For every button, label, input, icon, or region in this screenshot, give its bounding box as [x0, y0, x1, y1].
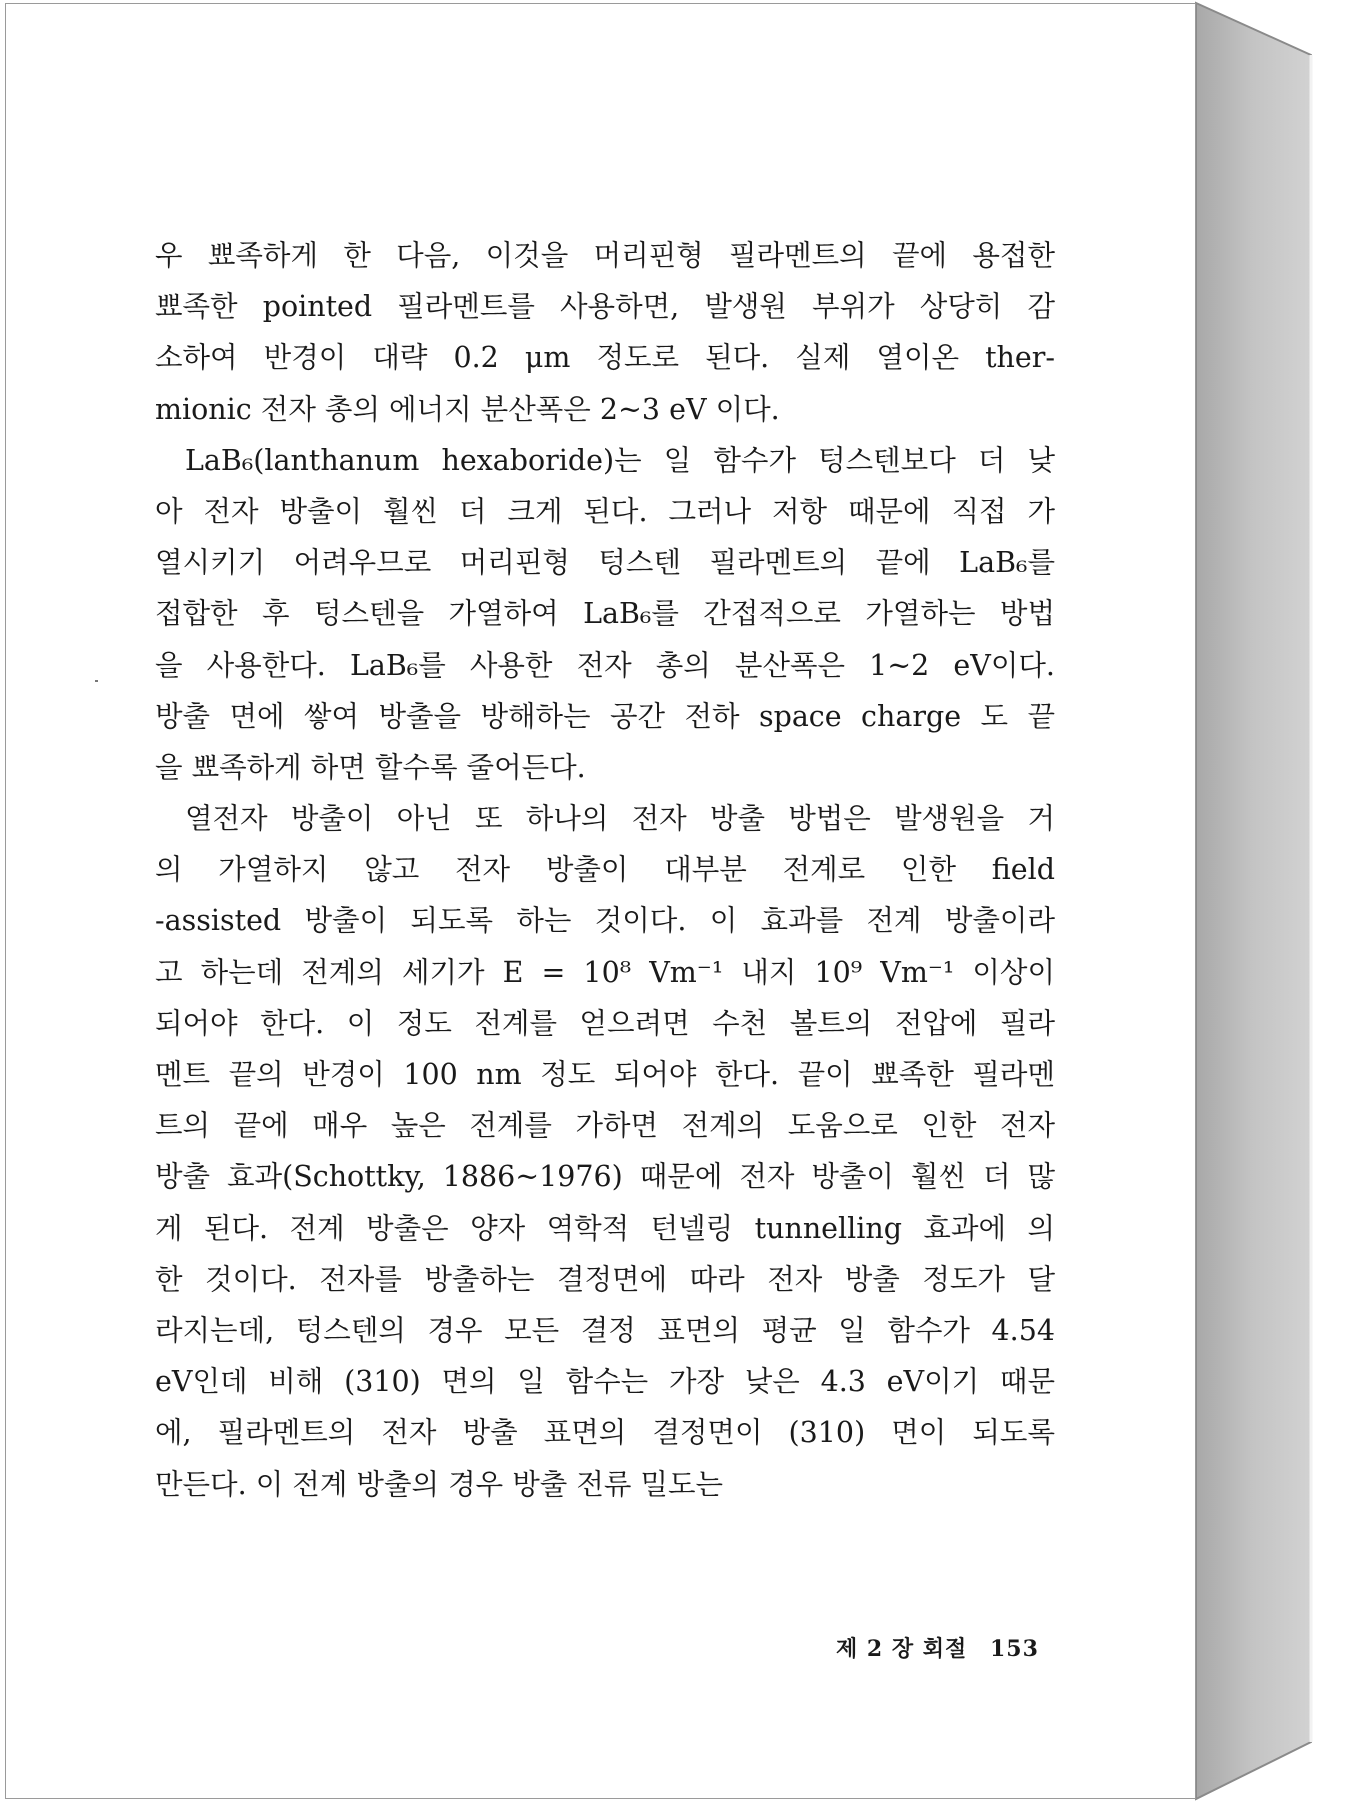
- text-line: 우 뾰족하게 한 다음, 이것을 머리핀형 필라멘트의 끝에 용접한: [155, 239, 1055, 272]
- text-line: 트의 끝에 매우 높은 전계를 가하면 전계의 도움으로 인한 전자: [155, 1109, 1055, 1143]
- text-line: 방출 면에 쌓여 방출을 방해하는 공간 전하 space charge 도 끝: [155, 699, 1055, 733]
- text-line: 의 가열하지 않고 전자 방출이 대부분 전계로 인한 field: [155, 853, 1055, 887]
- text-line: 게 된다. 전계 방출은 양자 역학적 턴넬링 tunnelling 효과에 의: [155, 1211, 1055, 1245]
- text-line: LaB₆(lanthanum hexaboride)는 일 함수가 텅스텐보다 더 낮: [185, 443, 1055, 477]
- text-line: 열시키기 어려우므로 머리핀형 텅스텐 필라멘트의 끝에 LaB₆를: [155, 546, 1055, 580]
- text-line: 아 전자 방출이 훨씬 더 크게 된다. 그러나 저항 때문에 직접 가: [155, 494, 1055, 528]
- scan-speck: [95, 680, 98, 682]
- text-line: 열전자 방출이 아닌 또 하나의 전자 방출 방법은 발생원을 거: [185, 802, 1055, 836]
- body-text: [155, 230, 1055, 1510]
- text-line: 라지는데, 텅스텐의 경우 모든 결정 표면의 평균 일 함수가 4.54: [155, 1313, 1055, 1347]
- text-line: 을 사용한다. LaB₆를 사용한 전자 총의 분산폭은 1~2 eV이다.: [155, 648, 1055, 682]
- text-line: 만든다. 이 전계 방출의 경우 방출 전류 밀도는: [155, 1467, 724, 1501]
- text-line: 되어야 한다. 이 정도 전계를 얻으려면 수천 볼트의 전압에 필라: [155, 1006, 1055, 1040]
- chapter-title: 제 2 장 회절: [836, 1636, 968, 1662]
- running-footer: [836, 1632, 1039, 1663]
- text-line: 방출 효과(Schottky, 1886~1976) 때문에 전자 방출이 훨씬 더 많: [155, 1160, 1055, 1194]
- text-line: 접합한 후 텅스텐을 가열하여 LaB₆를 간접적으로 가열하는 방법: [155, 597, 1055, 631]
- page-number: 153: [989, 1636, 1039, 1662]
- text-line: mionic 전자 총의 에너지 분산폭은 2~3 eV 이다.: [155, 392, 780, 426]
- text-line: eV인데 비해 (310) 면의 일 함수는 가장 낮은 4.3 eV이기 때문: [155, 1365, 1055, 1399]
- text-line: 뾰족한 pointed 필라멘트를 사용하면, 발생원 부위가 상당히 감: [155, 290, 1055, 324]
- text-line: 소하여 반경이 대략 0.2 μm 정도로 된다. 실제 열이온 ther-: [155, 341, 1055, 375]
- text-line: 을 뾰족하게 하면 할수록 줄어든다.: [155, 750, 586, 784]
- text-line: 멘트 끝의 반경이 100 nm 정도 되어야 한다. 끝이 뾰족한 필라멘: [155, 1058, 1055, 1091]
- text-line: 에, 필라멘트의 전자 방출 표면의 결정면이 (310) 면이 되도록: [155, 1416, 1055, 1450]
- text-line: 한 것이다. 전자를 방출하는 결정면에 따라 전자 방출 정도가 달: [155, 1262, 1055, 1296]
- text-line: -assisted 방출이 되도록 하는 것이다. 이 효과를 전계 방출이라: [155, 904, 1055, 938]
- text-line: 고 하는데 전계의 세기가 E = 10⁸ Vm⁻¹ 내지 10⁹ Vm⁻¹ 이상이: [155, 955, 1055, 989]
